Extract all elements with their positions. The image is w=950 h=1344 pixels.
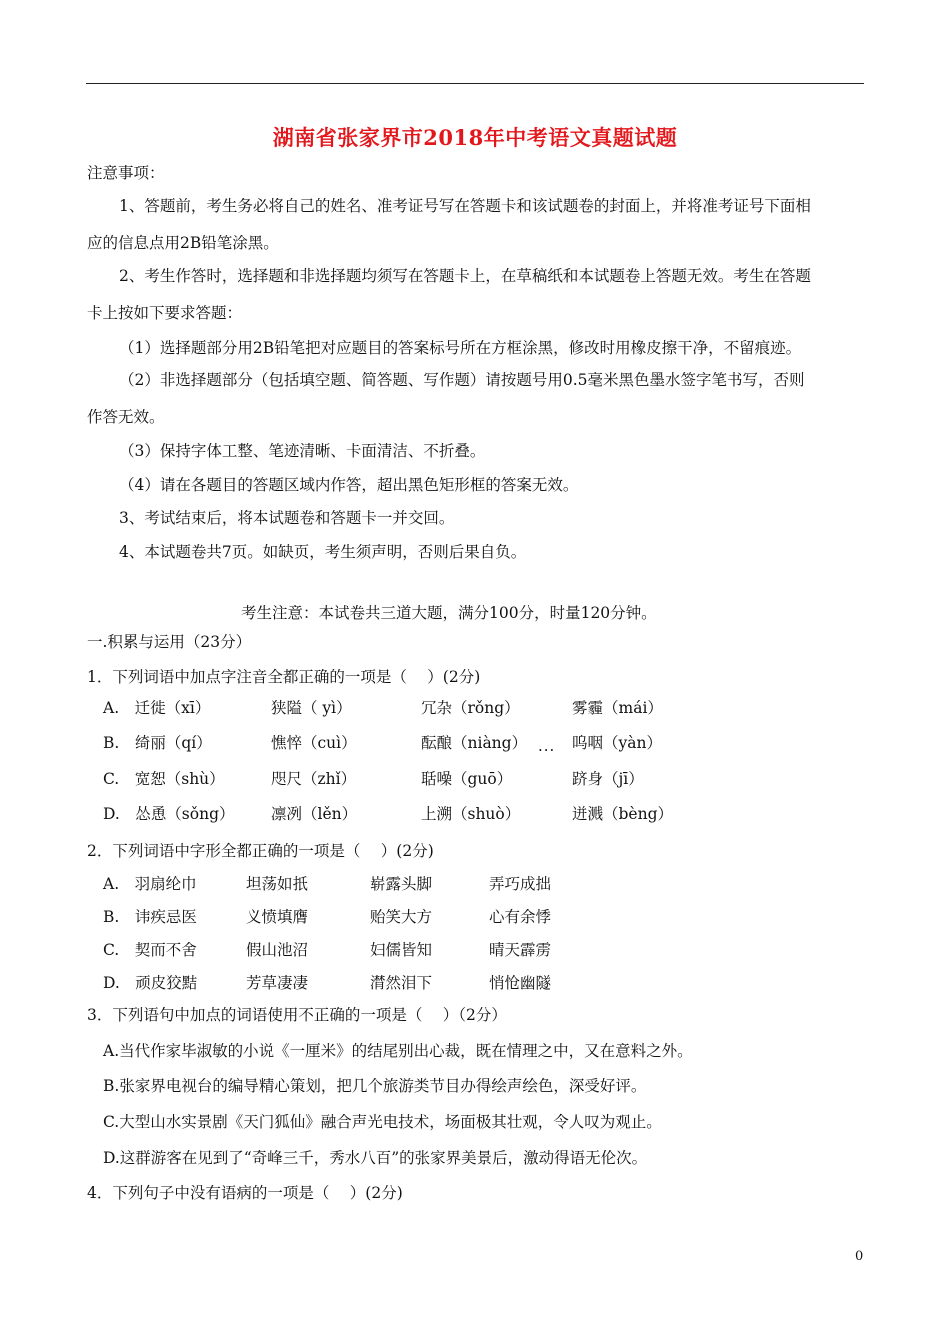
q2-word: 悄怆幽隧: [489, 974, 552, 992]
q2-word: 潸然泪下: [370, 974, 433, 992]
q3-option-b: B.张家界电视台的编导精心策划，把几个旅游类节目办得绘声绘色，深受好评。: [103, 1077, 647, 1095]
q1-option-a: A. 迁徙（xī）: [103, 699, 211, 717]
q2-word: 假山池沼: [246, 941, 309, 959]
q2-word: 心有余悸: [489, 908, 552, 926]
note-line: 3、考试结束后，将本试题卷和答题卡一并交回。: [119, 509, 455, 527]
header-rule: [86, 83, 864, 84]
q1-word: 冗杂（rǒng）: [421, 699, 520, 717]
q2-option-d: D. 顽皮狡黠: [103, 974, 198, 992]
q2-word: 芳草凄凄: [246, 974, 309, 992]
q1-word: 狭隘（ yì）: [271, 699, 352, 717]
note-line: 卡上按如下要求答题：: [87, 304, 243, 322]
q2-option-b: B. 讳疾忌医: [103, 908, 197, 926]
notes-heading: 注意事项：: [87, 164, 165, 182]
note-line: （3）保持字体工整、笔迹清晰、卡面清洁、不折叠。: [119, 442, 486, 460]
q1-word: 呜咽（yàn）: [572, 734, 662, 752]
q1-word: 咫尺（zhǐ）: [271, 770, 357, 788]
page-number: 0: [855, 1249, 864, 1264]
q1-option-d: D. 怂恿（sǒng）: [103, 805, 235, 823]
q1-word: 雾霾（mái）: [572, 699, 663, 717]
q1-word: 上溯（shuò）: [421, 805, 521, 823]
q2-word: 坦荡如扺: [246, 875, 309, 893]
question-3-stem: 3．下列语句中加点的词语使用不正确的一项是（ ）（2分）: [87, 1006, 507, 1024]
q1-option-c: C. 宽恕（shù）: [103, 770, 225, 788]
q1-word: 跻身（jī）: [572, 770, 644, 788]
q2-word: 妇儒皆知: [370, 941, 433, 959]
q2-option-c: C. 契而不舍: [103, 941, 197, 959]
q3-option-d: D.这群游客在见到了“奇峰三千，秀水八百”的张家界美景后，激动得语无伦次。: [103, 1149, 648, 1167]
document-title: 湖南省张家界市2018年中考语文真题试题: [272, 125, 678, 150]
note-line: 应的信息点用2B铅笔涂黑。: [87, 234, 279, 252]
q1-option-b: B. 绮丽（qí）: [103, 734, 212, 752]
section-heading: 一.积累与运用（23分）: [87, 633, 252, 651]
q3-option-c: C.大型山水实景剧《天门狐仙》融合声光电技术，场面极其壮观，令人叹为观止。: [103, 1113, 662, 1131]
q1-word: 憔悴（cuì）: [271, 734, 357, 752]
question-4-stem: 4．下列句子中没有语病的一项是（ ）(2分): [87, 1184, 403, 1202]
exam-note: 考生注意：本试卷共三道大题，满分100分，时量120分钟。: [241, 604, 657, 622]
q2-word: 弄巧成拙: [489, 875, 552, 893]
note-line: （2）非选择题部分（包括填空题、简答题、写作题）请按题号用0.5毫米黑色墨水签字笔书写，否则: [119, 371, 805, 389]
note-line: （1）选择题部分用2B铅笔把对应题目的答案标号所在方框涂黑，修改时用橡皮擦干净，不留痕迹。: [119, 339, 802, 357]
note-line: 1、答题前，考生务必将自己的姓名、准考证号写在答题卡和该试题卷的封面上，并将准考证号下面相: [119, 197, 811, 215]
note-line: 4、本试题卷共7页。如缺页，考生须声明，否则后果自负。: [119, 543, 527, 561]
q2-word: 崭露头脚: [370, 875, 433, 893]
question-1-stem: 1．下列词语中加点字注音全都正确的一项是（ ）(2分): [87, 668, 481, 686]
question-2-stem: 2．下列词语中字形全都正确的一项是（ ）(2分): [87, 842, 434, 860]
q3-option-a: A.当代作家毕淑敏的小说《一厘米》的结尾别出心裁，既在情理之中，又在意料之外。: [103, 1042, 693, 1060]
q1-word: 凛冽（lěn）: [271, 805, 358, 823]
q2-word: 义愤填膺: [246, 908, 309, 926]
emphasis-dots: ···: [538, 741, 556, 759]
note-line: （4）请在各题目的答题区域内作答，超出黑色矩形框的答案无效。: [119, 476, 579, 494]
q1-word: 聒噪（guō）: [421, 770, 513, 788]
q2-option-a: A. 羽扇纶巾: [103, 875, 197, 893]
q2-word: 晴天霹雳: [489, 941, 552, 959]
note-line: 作答无效。: [87, 408, 165, 426]
q2-word: 贻笑大方: [370, 908, 433, 926]
q1-word: 酝酿（niàng）: [421, 734, 528, 752]
note-line: 2、考生作答时，选择题和非选择题均须写在答题卡上，在草稿纸和本试题卷上答题无效。考生在答题: [119, 267, 811, 285]
q1-word: 迸溅（bèng）: [572, 805, 674, 823]
